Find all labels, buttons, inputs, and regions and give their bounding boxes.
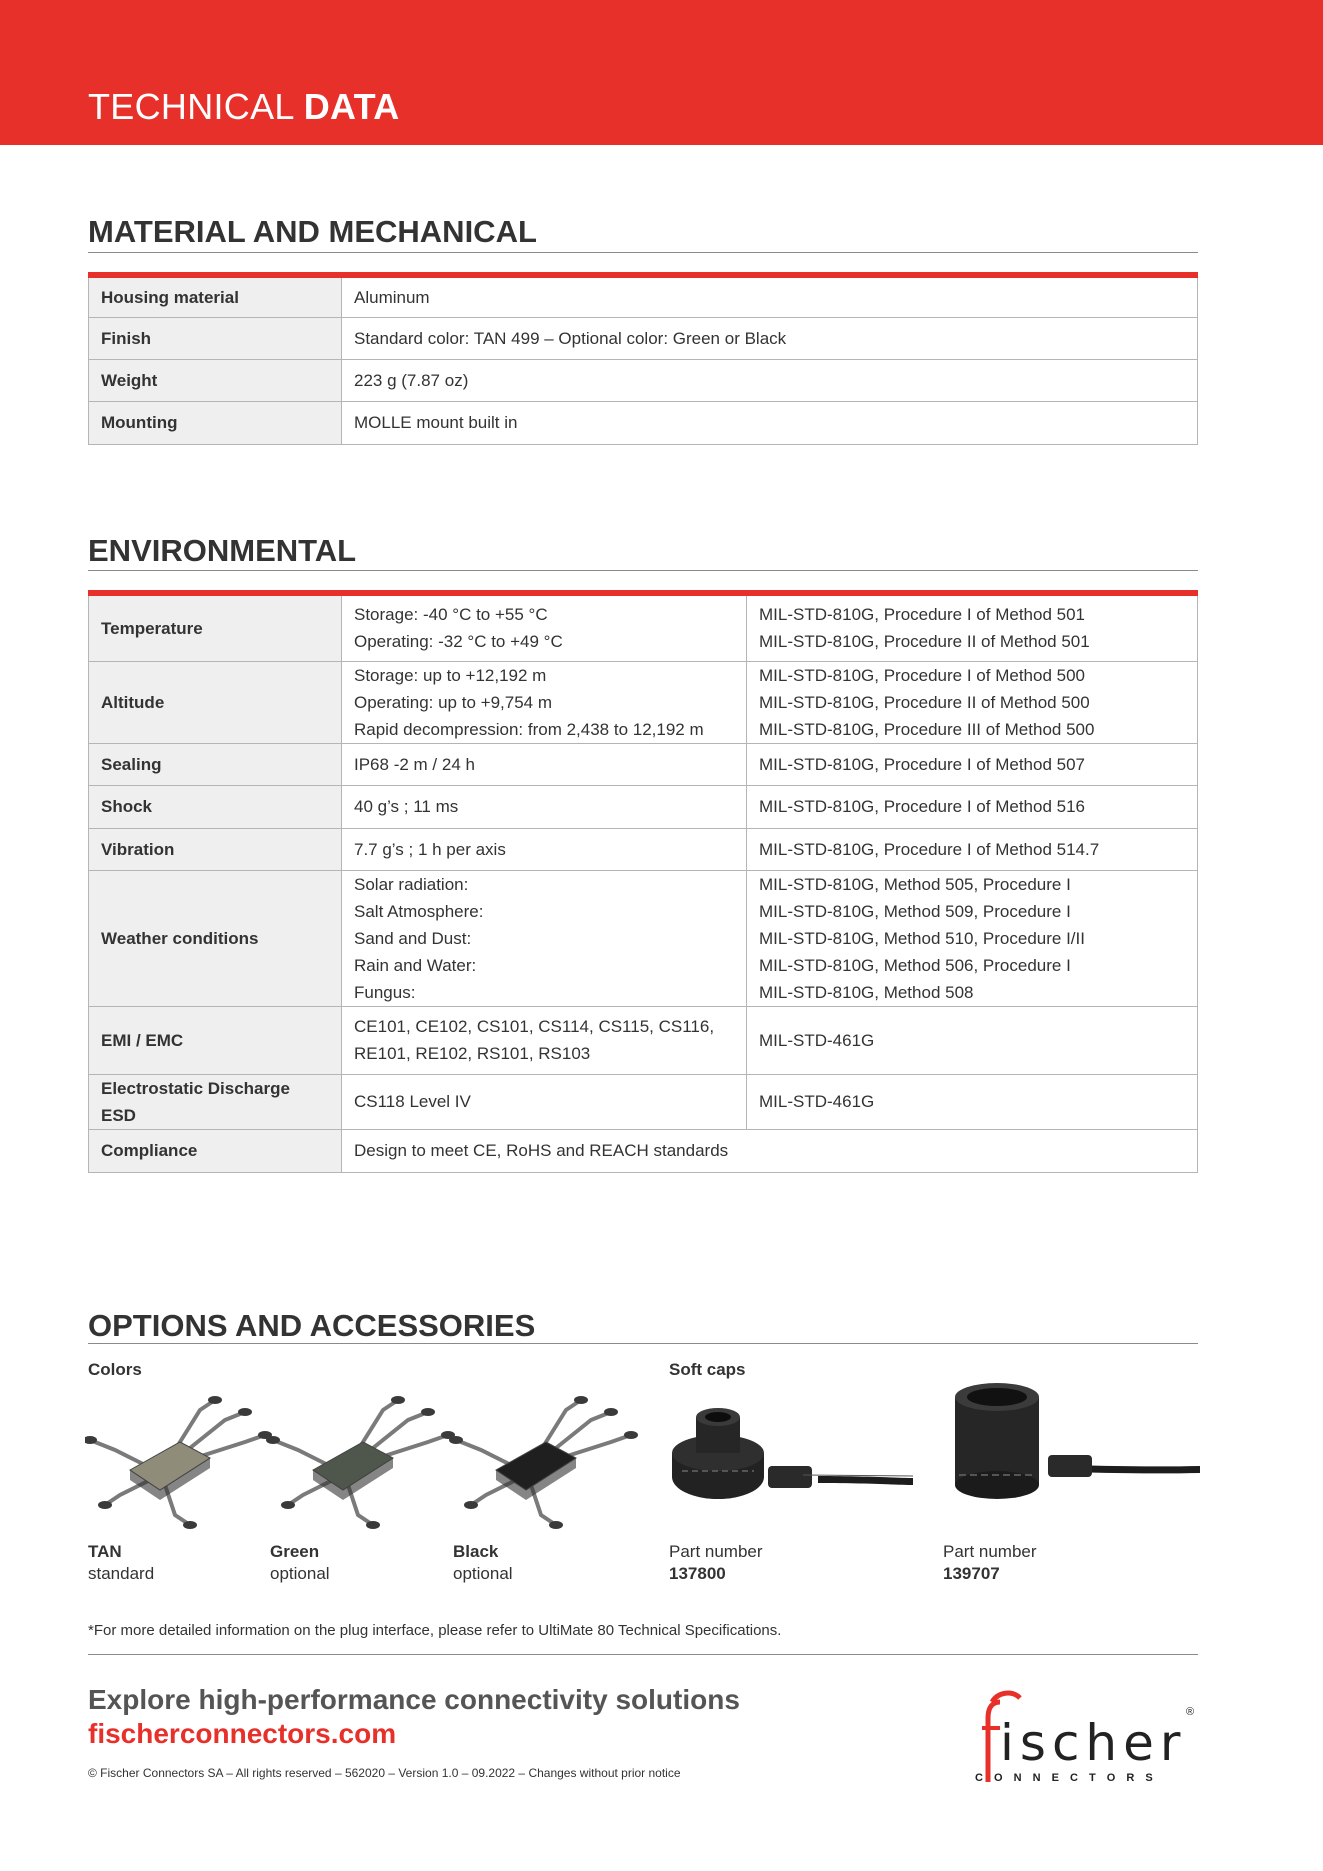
row-value [342,593,747,661]
row-standard [747,661,1198,743]
title-light: TECHNICAL [88,86,294,127]
row-label: Mounting [89,401,342,444]
row-standard [747,785,1198,828]
row-value-line: RE101, RE102, RS101, RS103 [354,1044,591,1063]
copyright: © Fischer Connectors SA – All rights reserved – 562020 – Version 1.0 – 09.2022 – Changes without prior notice [88,1766,681,1780]
row-value [342,661,747,743]
color-caption-tan [88,1541,154,1585]
row-value-line: Operating: -32 °C to +49 °C [354,632,563,652]
table-row [89,828,1198,870]
section-rule [88,252,1198,253]
table-row [89,1129,1198,1172]
row-value-line: Fungus: [354,982,416,1002]
row-standard [747,743,1198,785]
row-standard-line: MIL-STD-810G, Procedure I of Method 514.7 [759,839,1100,859]
color-note: optional [453,1564,513,1583]
row-label: Housing material [89,275,342,317]
color-name: Black [453,1542,499,1561]
section-title-options: OPTIONS AND ACCESSORIES [88,1308,536,1343]
row-value-line: Sand and Dust: [354,928,472,948]
row-value-line: CS118 Level IV [354,1092,471,1111]
row-value [342,743,747,785]
table-row [89,275,1198,317]
row-standard-line: MIL-STD-810G, Procedure II of Method 501 [759,632,1090,652]
row-standard [747,593,1198,661]
section-title-material: MATERIAL AND MECHANICAL [88,214,537,249]
row-standard-line: MIL-STD-810G, Procedure I of Method 516 [759,797,1085,816]
row-label: Weather conditions [89,870,342,1006]
soft-cap-large-image [955,1383,1200,1499]
row-value-line: Rapid decompression: from 2,438 to 12,192 m [354,719,704,739]
color-name: Green [270,1542,320,1561]
title-bold: DATA [303,86,400,127]
section-title-environmental: ENVIRONMENTAL [88,533,357,568]
row-label: Electrostatic Discharge ESD [89,1074,342,1129]
row-standard-line: MIL-STD-810G, Method 508 [759,982,974,1002]
row-value [342,870,747,1006]
row-value-line: Design to meet CE, RoHS and REACH standards [354,1141,729,1160]
row-value-line: IP68 -2 m / 24 h [354,754,475,774]
tan-hub-image [85,1396,272,1529]
row-standard-line: MIL-STD-810G, Method 505, Procedure I [759,874,1071,894]
color-name: TAN [88,1542,122,1561]
table-row [89,870,1198,1006]
softcap-caption-2 [943,1541,1037,1585]
row-value [342,1129,1198,1172]
website-link[interactable]: fischerconnectors.com [88,1718,397,1749]
row-standard-line: MIL-STD-461G [759,1092,875,1111]
table-row [89,1006,1198,1074]
row-standard-line: MIL-STD-810G, Procedure I of Method 500 [759,665,1085,685]
row-standard [747,1006,1198,1074]
color-note: standard [88,1564,155,1583]
softcap-caption-1 [669,1541,763,1585]
part-number-label: Part number [669,1542,763,1561]
row-value-line: 7.7 g’s ; 1 h per axis [354,839,506,859]
explore-tagline: Explore high-performance connectivity solutions [88,1684,740,1715]
row-standard-line: MIL-STD-810G, Method 510, Procedure I/II [759,928,1085,948]
logo-subtitle: C O N N E C T O R S [975,1772,1157,1784]
environmental-table [88,590,1198,1173]
color-caption-green [270,1541,330,1585]
row-label: Compliance [89,1129,342,1172]
part-number-value: 137800 [669,1564,726,1583]
row-label: Sealing [89,743,342,785]
registered-mark: ® [1186,1706,1195,1718]
colors-subtitle: Colors [88,1360,142,1379]
row-value [342,828,747,870]
row-standard-line: MIL-STD-810G, Method 506, Procedure I [759,955,1071,975]
row-standard-line: MIL-STD-810G, Procedure I of Method 507 [759,754,1085,774]
color-variants-images [85,1380,645,1530]
section-rule [88,1343,1198,1344]
row-standard [747,1074,1198,1129]
row-label: Shock [89,785,342,828]
table-row [89,661,1198,743]
row-standard [747,870,1198,1006]
row-value: Aluminum [342,275,1198,317]
table-row [89,1074,1198,1129]
part-number-label: Part number [943,1542,1037,1561]
row-value: Standard color: TAN 499 – Optional color: Green or Black [342,317,1198,359]
page-title [88,86,400,128]
row-standard [747,828,1198,870]
row-value [342,1074,747,1129]
row-standard-line: MIL-STD-810G, Method 509, Procedure I [759,901,1071,921]
table-row [89,785,1198,828]
row-label: Vibration [89,828,342,870]
header-banner [0,0,1323,145]
row-value [342,785,747,828]
row-standard-line: MIL-STD-461G [759,1030,875,1050]
black-hub-image [449,1396,638,1529]
row-value: MOLLE mount built in [342,401,1198,444]
table-row [89,743,1198,785]
color-caption-black [453,1541,513,1585]
softcaps-subtitle: Soft caps [669,1360,746,1379]
row-label: EMI / EMC [89,1006,342,1074]
color-note: optional [270,1564,330,1583]
row-standard-line: MIL-STD-810G, Procedure II of Method 500 [759,692,1090,712]
row-value-line: Storage: up to +12,192 m [354,665,547,685]
row-label: Altitude [89,661,342,743]
soft-cap-small-image [672,1408,913,1499]
row-value-line: Rain and Water: [354,955,477,975]
row-standard-line: MIL-STD-810G, Procedure I of Method 501 [759,605,1085,625]
row-value-line: Operating: up to +9,754 m [354,692,552,712]
row-value [342,1006,747,1074]
footer-rule [88,1654,1198,1655]
row-standard-line: MIL-STD-810G, Procedure III of Method 500 [759,719,1095,739]
material-table [88,272,1198,445]
row-value-line: Solar radiation: [354,874,469,894]
row-label: Weight [89,359,342,401]
row-value-line: Salt Atmosphere: [354,901,484,921]
table-row [89,359,1198,401]
logo-wordmark: ischer [1000,1714,1187,1772]
footnote: *For more detailed information on the plug interface, please refer to UltiMate 80 Technical Specifications. [88,1622,782,1639]
row-value-line: Storage: -40 °C to +55 °C [354,605,548,625]
soft-caps-images [668,1375,1200,1525]
row-label: Finish [89,317,342,359]
table-row [89,401,1198,444]
row-value-line: CE101, CE102, CS101, CS114, CS115, CS116, [354,1017,715,1036]
row-value-line: 40 g’s ; 11 ms [354,797,459,816]
row-value: 223 g (7.87 oz) [342,359,1198,401]
part-number-value: 139707 [943,1564,1000,1583]
table-row [89,593,1198,661]
green-hub-image [266,1396,455,1529]
table-row [89,317,1198,359]
section-rule [88,570,1198,571]
row-label: Temperature [89,593,342,661]
